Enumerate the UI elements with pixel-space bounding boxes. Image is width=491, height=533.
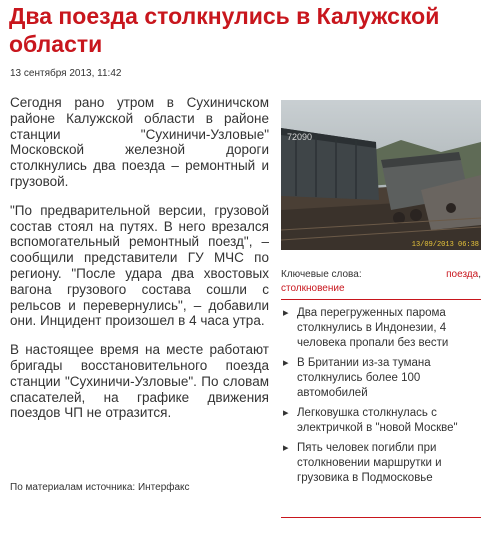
article-photo[interactable] (281, 100, 481, 250)
related-news-item (281, 306, 481, 351)
divider (281, 299, 481, 300)
divider (281, 517, 481, 518)
keywords-label: Ключевые слова: (281, 269, 362, 280)
article-paragraph: В настоящее время на месте работают бригады восстановительного поезда станции "Сухиничи-Узловые". По словам спасателей, на графике движения поездов ЧП не отразится. (10, 342, 269, 421)
related-news-list (281, 306, 481, 491)
related-news-item (281, 406, 481, 436)
keyword-separator: , (478, 269, 481, 280)
related-news-link[interactable]: В Британии из-за тумана столкнулись более 100 автомобилей (297, 357, 431, 399)
related-news-item (281, 441, 481, 486)
arrow-bullet-icon: ▸ (283, 407, 289, 419)
arrow-bullet-icon: ▸ (283, 357, 289, 369)
arrow-bullet-icon: ▸ (283, 442, 289, 454)
photo-timestamp: 13/09/2013 06:38 (411, 241, 479, 249)
train-wreck-image (281, 100, 481, 250)
article-title: Два поезда столкнулись в Калужской области (9, 3, 440, 57)
publish-date: 13 сентября 2013, 11:42 (10, 68, 122, 79)
arrow-bullet-icon: ▸ (283, 307, 289, 319)
article-paragraph: "По предварительной версии, грузовой состав стоял на путях. В него врезался вспомогательный ремонтный поезд", – сообщили представители ГУ МЧС по региону. "После удара два хвостовых вагона грузового состава сошли с рельсов и перевернулись", – добавили они. Инцидент произошел в 4 часа утра. (10, 202, 269, 329)
keyword-link[interactable]: поезда (446, 269, 479, 280)
related-news-link[interactable]: Два перегруженных парома столкнулись в Индонезии, 4 человека пропали без вести (297, 307, 449, 349)
article-paragraph: Сегодня рано утром в Сухиничском районе Калужской области в районе станции "Сухиничи-Узловые" Московской железной дороги столкнулись два поезда – ремонтный и грузовой. (10, 95, 269, 189)
keywords-line (281, 268, 481, 282)
related-news-link[interactable]: Легковушка столкнулась с электричкой в "новой Москве" (297, 407, 458, 434)
keyword-link[interactable]: столкновение (281, 283, 345, 294)
article-body (10, 95, 269, 434)
keywords-block (281, 268, 481, 296)
wagon-number: 72090 (287, 132, 313, 142)
related-news-link[interactable]: Пять человек погибли при столкновении маршрутки и грузовика в Подмосковье (297, 442, 442, 484)
source-credit: По материалам источника: Интерфакс (10, 482, 190, 493)
related-news-item (281, 356, 481, 401)
keywords-first-wrap (446, 268, 481, 282)
